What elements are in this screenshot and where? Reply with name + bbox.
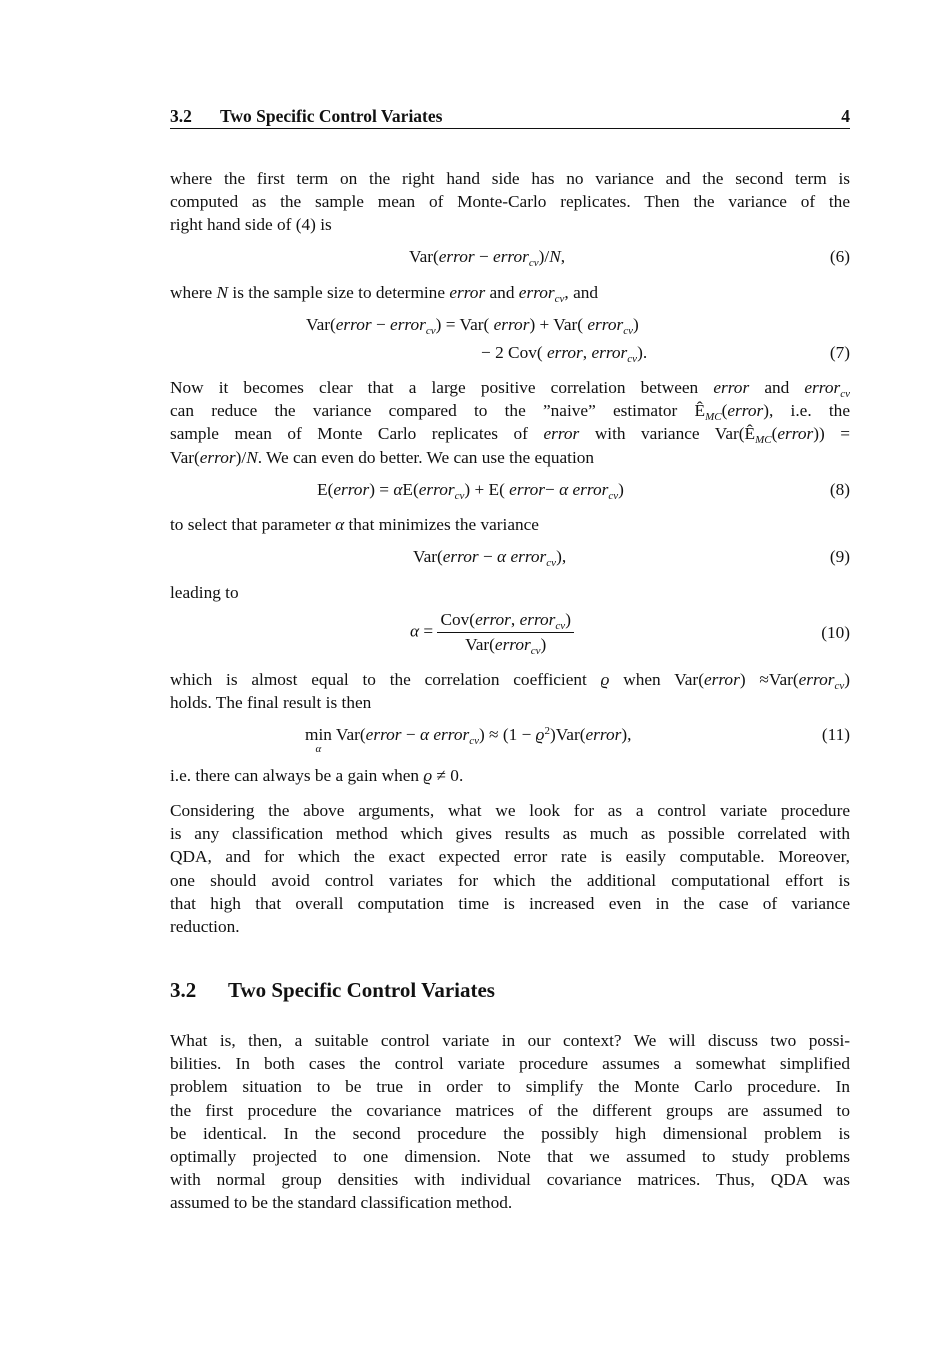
equation-11-number: (11) xyxy=(821,725,850,744)
equation-6 xyxy=(170,247,850,271)
equation-7-body-line-2: − 2 Cov( error, error$_{cv}$). xyxy=(481,343,648,365)
section-heading-number: 3.2 xyxy=(170,978,197,1002)
text-line: right hand side of (4) is xyxy=(170,215,332,235)
text-line: computed as the sample mean of Monte-Carlo replicates. Then the variance of the xyxy=(170,192,850,212)
paragraph-9 xyxy=(170,1029,850,1215)
text-line: to select that parameter α that minimizes the variance xyxy=(170,515,539,534)
text-line: holds. The final result is then xyxy=(170,693,372,713)
equation-8-body: E(error) = αE(error$_{cv}$) + E( error− α error$_{cv}$) xyxy=(317,480,624,502)
paper-page xyxy=(170,0,850,1347)
text-line: leading to xyxy=(170,583,239,602)
text-line: reduction. xyxy=(170,917,240,937)
text-line: be identical. In the second procedure the possibly high dimensional problem is xyxy=(170,1123,850,1143)
text-line: that high that overall computation time is increased even in the case of variance xyxy=(170,893,850,913)
text-line: which is almost equal to the correlation coefficient ϱ when Var(error) ≈Var(error$_{cv}$) xyxy=(170,670,851,692)
paragraph-7 xyxy=(170,764,850,787)
text-line: Now it becomes clear that a large positive correlation between error and error$_{cv}$ xyxy=(170,378,851,400)
equation-9-body: Var(error − α error$_{cv}$), xyxy=(413,547,567,569)
text-line: sample mean of Monte Carlo replicates of error with variance $Var(Ê_{MC}(error))$ = xyxy=(170,424,850,447)
text-line: QDA, and for which the exact expected error rate is easily computable. Moreover, xyxy=(170,847,850,867)
text-line: with normal group densities with individual covariance matrices. Thus, QDA was xyxy=(170,1170,850,1190)
equation-7-body-line-1: Var(error − error$_{cv}$) = Var( error) + Var( error$_{cv}$) xyxy=(306,315,639,337)
paragraph-8 xyxy=(170,799,850,938)
equation-7-line-2 xyxy=(170,343,850,367)
text-line: i.e. there can always be a gain when ϱ ≠ 0. xyxy=(170,766,464,785)
text-line: Var(error)/N. We can even do better. We can use the equation xyxy=(170,447,595,467)
paragraph-3 xyxy=(170,376,850,469)
fraction-denominator: Var(error$_{cv}$) xyxy=(465,635,547,657)
equation-8-number: (8) xyxy=(829,480,850,499)
text-line: where N is the sample size to determine error and error$_{cv}$, and xyxy=(170,283,599,305)
equation-9-number: (9) xyxy=(829,547,850,566)
paragraph-2 xyxy=(170,281,850,304)
min-operator: min α xyxy=(305,725,332,755)
text-line: optimally projected to one dimension. Note that we assumed to study problems xyxy=(170,1147,850,1167)
equation-7-line-1 xyxy=(170,315,850,339)
running-head-section-title: Two Specific Control Variates xyxy=(220,106,443,126)
text-line: the first procedure the covariance matrices of the different groups are assumed to xyxy=(170,1100,850,1120)
text-line: can reduce the variance compared to the ”naive” estimator $Ê_{MC}(error)$, i.e. the xyxy=(170,401,850,424)
section-heading-title: Two Specific Control Variates xyxy=(228,978,495,1002)
equation-10-number: (10) xyxy=(821,623,850,642)
running-head-page-number: 4 xyxy=(841,106,850,126)
text-line: What is, then, a suitable control variate in our context? We will discuss two possi- xyxy=(170,1031,850,1050)
equation-10 xyxy=(170,610,850,660)
paragraph-4 xyxy=(170,513,850,536)
equation-7-number: (7) xyxy=(829,343,850,362)
text-line: Considering the above arguments, what we look for as a control variate procedure xyxy=(170,801,850,820)
equation-11 xyxy=(170,725,850,757)
equation-9 xyxy=(170,547,850,571)
fraction xyxy=(437,610,573,655)
paragraph-5 xyxy=(170,581,850,604)
text-line: problem situation to be true in order to simplify the Monte Carlo procedure. In xyxy=(170,1077,850,1097)
text-line: assumed to be the standard classification method. xyxy=(170,1193,513,1213)
text-line: one should avoid control variates for which the additional computational effort is xyxy=(170,870,850,890)
running-head xyxy=(170,104,850,129)
paragraph-6 xyxy=(170,668,850,714)
equation-8 xyxy=(170,480,850,504)
paragraph-1 xyxy=(170,167,850,237)
equation-11-body: min α Var(error − α error$_{cv}$) ≈ $(1 - ϱ^2)Var(error)$, xyxy=(305,725,632,755)
text-line: bilities. In both cases the control variate procedure assumes a somewhat simplified xyxy=(170,1054,850,1074)
equation-10-body: α = $\frac{Cov(error, error_{cv})}{Var(error_{cv})}$ xyxy=(410,610,574,655)
text-line: is any classification method which gives results as much as possible correlated with xyxy=(170,824,850,844)
fraction-numerator: Cov(error, error$_{cv}$) xyxy=(437,610,573,633)
text-line: where the first term on the right hand side has no variance and the second term is xyxy=(170,169,850,188)
equation-6-number: (6) xyxy=(829,247,850,266)
running-head-section-number: 3.2 xyxy=(170,106,192,126)
equation-6-body: Var(error − error$_{cv}$)/N, xyxy=(409,247,566,269)
